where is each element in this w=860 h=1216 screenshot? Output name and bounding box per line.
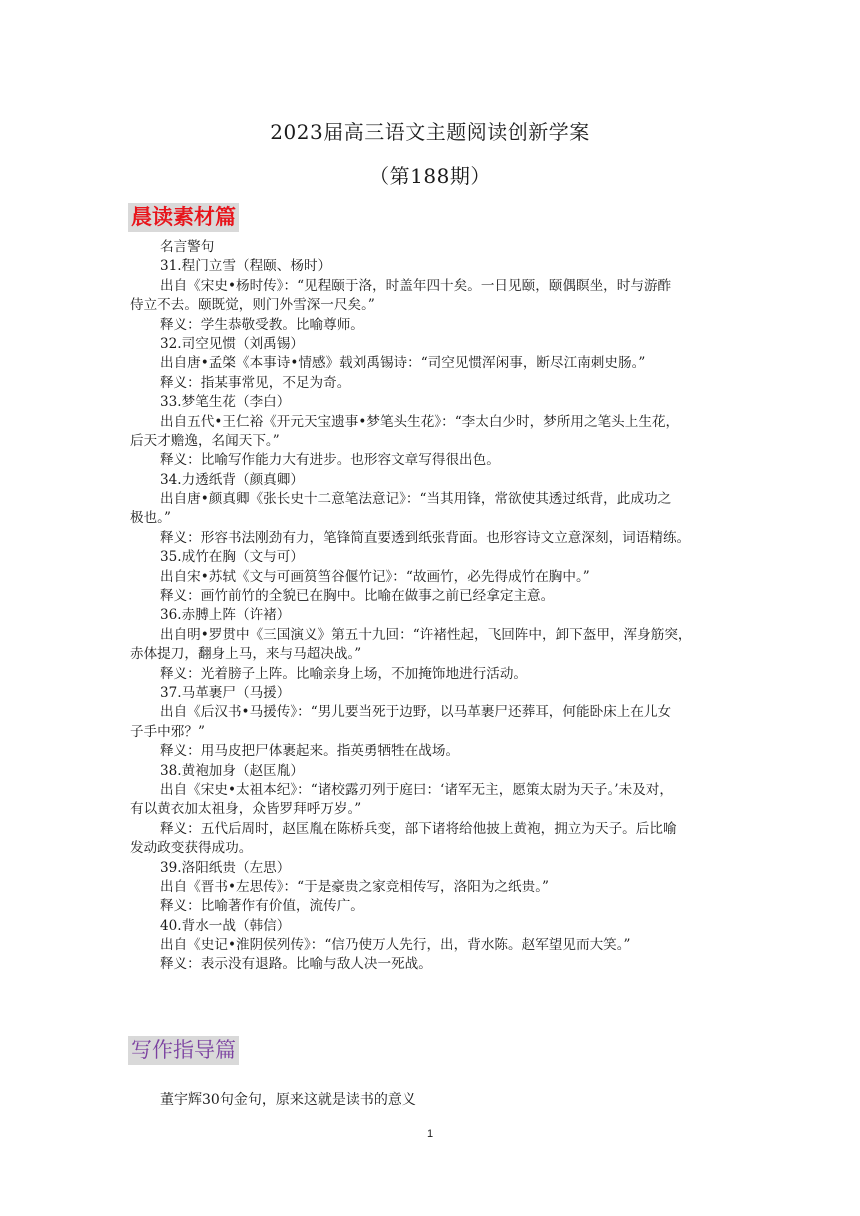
text-line: 出自宋•苏轼《文与可画筼筜谷偃竹记》：“故画竹，必先得成竹在胸中。” [160,568,590,585]
text-line: 赤体提刀，翻身上马，来与马超决战。” [130,646,362,663]
text-line: 34.力透纸背（颜真卿） [160,471,304,488]
writing-intro-text: 董宇辉30句金句，原来这就是读书的意义 [160,1092,416,1108]
text-line: 37.马革裹尸（马援） [160,684,291,701]
document-title: 2023届高三语文主题阅读创新学案 [270,120,590,144]
issue-number: （第188期） [369,164,491,188]
text-line: 33.梦笔生花（李白） [160,394,291,411]
text-line: 39.洛阳纸贵（左思） [160,859,291,876]
section-heading-morning-reading: 晨读素材篇 [128,203,239,232]
text-line: 40.背水一战（韩信） [160,917,291,934]
text-line: 31.程门立雪（程颐、杨时） [160,258,332,275]
text-line: 释义：形容书法刚劲有力，笔锋简直要透到纸张背面。也形容诗文立意深刻，词语精练。 [160,529,691,546]
text-line: 释义：表示没有退路。比喻与敌人决一死战。 [160,956,432,973]
morning-reading-content [130,238,730,975]
text-line: 释义：比喻写作能力大有进步。也形容文章写得很出色。 [160,452,500,469]
text-line: 释义：五代后周时，赵匡胤在陈桥兵变，部下诸将给他披上黄袍，拥立为天子。后比喻 [160,820,677,837]
text-line: 释义：光着膀子上阵。比喻亲身上场，不加掩饰地进行活动。 [160,665,528,682]
text-line: 释义：指某事常见，不足为奇。 [160,374,351,391]
text-line: 释义：比喻著作有价值，流传广。 [160,898,364,915]
text-line: 子手中邪？” [130,723,205,740]
text-line: 出自五代•王仁裕《开元天宝遗事•梦笔头生花》：“李太白少时，梦所用之笔头上生花， [160,413,680,430]
text-line: 有以黄衣加太祖身，众皆罗拜呼万岁。” [130,801,362,818]
section-heading-writing-guide: 写作指导篇 [128,1036,239,1065]
text-line: 出自唐•颜真卿《张长史十二意笔法意记》：“当其用锋，常欲使其透过纸背，此成功之 [160,491,672,508]
text-line: 释义：学生恭敬受教。比喻尊师。 [160,316,364,333]
text-line: 极也。” [130,510,171,527]
text-line: 释义：用马皮把尸体裹起来。指英勇牺牲在战场。 [160,743,460,760]
page-number: 1 [426,1128,434,1140]
text-line: 后天才赡逸，名闻天下。” [130,432,280,449]
text-line: 名言警句 [160,239,215,255]
text-line: 35.成竹在胸（文与可） [160,549,304,566]
text-line: 出自《后汉书•马援传》：“男儿要当死于边野，以马革裹尸还葬耳，何能卧床上在儿女 [160,704,672,721]
text-line: 出自《晋书•左思传》：“于是豪贵之家竞相传写，洛阳为之纸贵。” [160,878,549,895]
text-line: 出自唐•孟棨《本事诗•情感》载刘禹锡诗：“司空见惯浑闲事，断尽江南刺史肠。” [160,355,646,372]
text-line: 出自明•罗贯中《三国演义》第五十九回：“许褚性起，飞回阵中，卸下盔甲，浑身筋突， [160,626,692,643]
text-line: 36.赤膊上阵（许褚） [160,607,291,624]
text-line: 出自《史记•淮阴侯列传》：“信乃使万人先行，出，背水陈。赵军望见而大笑。” [160,937,631,954]
text-line: 释义：画竹前竹的全貌已在胸中。比喻在做事之前已经拿定主意。 [160,588,555,605]
text-line: 发动政变获得成功。 [130,840,253,857]
text-line: 32.司空见惯（刘禹锡） [160,335,304,352]
text-line: 侍立不去。颐既觉，则门外雪深一尺矣。” [130,297,375,314]
text-line: 出自《宋史•杨时传》：“见程颐于洛，时盖年四十矣。一日见颐，颐偶瞑坐，时与游酢 [160,277,672,294]
text-line: 出自《宋史•太祖本纪》：“诸校露刃列于庭曰：‘诸军无主，愿策太尉为天子。’未及对， [160,781,673,798]
text-line: 38.黄袍加身（赵匡胤） [160,762,304,779]
